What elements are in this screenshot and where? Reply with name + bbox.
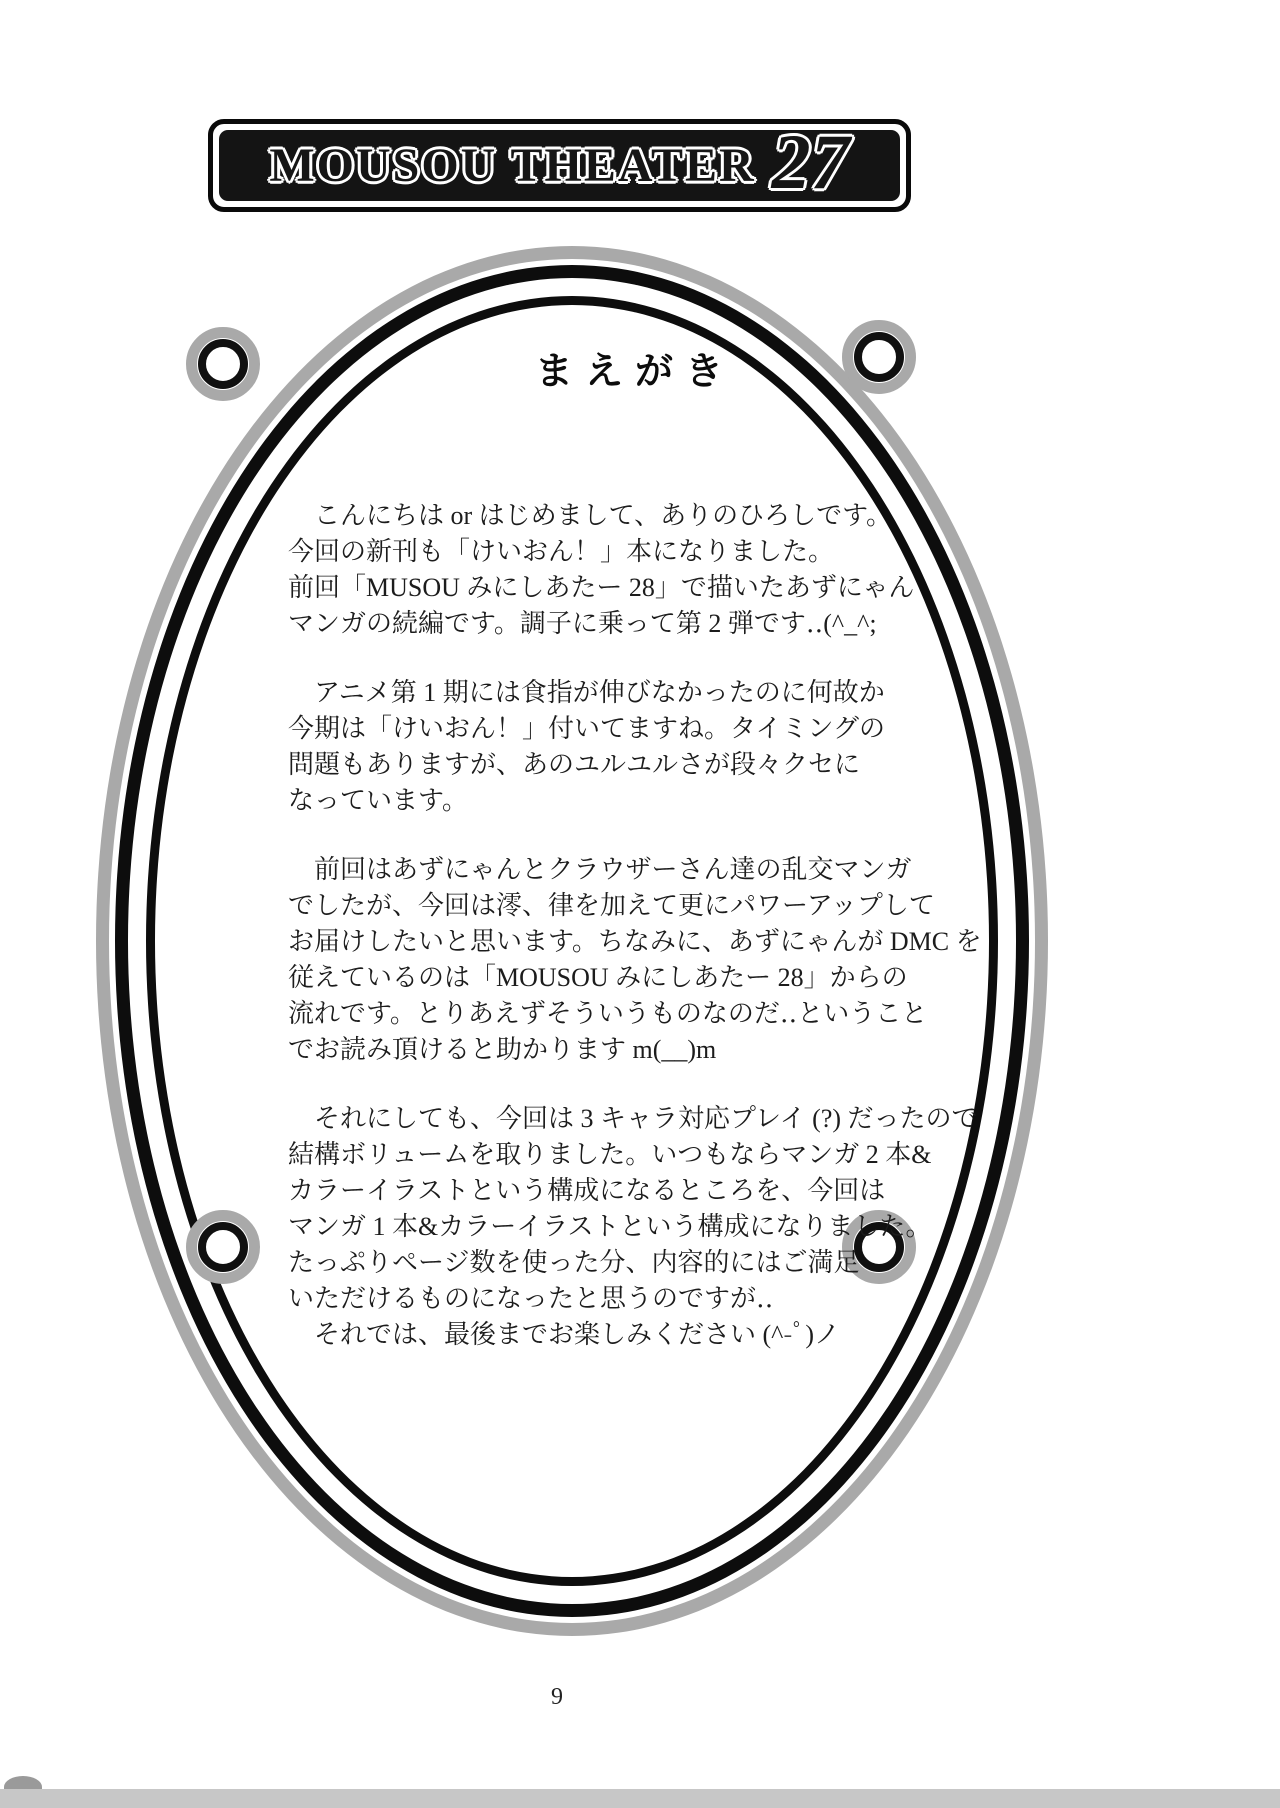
text-line: お届けしたいと思います。ちなみに、あずにゃんが DMC を (288, 927, 982, 956)
page-number: 9 (551, 1684, 563, 1710)
text-line: アニメ第 1 期には食指が伸びなかったのに何故か (288, 678, 885, 707)
text-line: 前回「MUSOU みにしあたー 28」で描いたあずにゃん (288, 573, 915, 602)
text-line: こんにちは or はじめまして、ありのひろしです。 (288, 501, 893, 530)
text-line: でお読み頂けると助かります m(__)m (288, 1035, 717, 1064)
text-line: 今期は「けいおん！」付いてますね。タイミングの (288, 714, 885, 743)
scan-edge-bottom (0, 1789, 1280, 1808)
paragraph (288, 498, 1000, 642)
banner-title-text: MOUSOU THEATER (269, 139, 756, 192)
title-banner (208, 119, 911, 212)
text-line: それにしても、今回は 3 キャラ対応プレイ (?) だったので (288, 1104, 978, 1133)
text-line: たっぷりページ数を使った分、内容的にはご満足 (288, 1248, 860, 1277)
text-line: 今回の新刊も「けいおん！」本になりました。 (288, 537, 835, 566)
grommet-inner-ring (198, 339, 248, 389)
banner-issue-number: 27 (771, 117, 850, 205)
text-line: 結構ボリュームを取りました。いつもならマンガ 2 本& (288, 1140, 932, 1169)
paragraph (288, 1101, 1000, 1353)
title-banner-plate (219, 117, 900, 205)
grommet-circle-bottom-left (186, 1210, 260, 1284)
text-line: マンガ 1 本&カラーイラストという構成になりました。 (288, 1212, 932, 1241)
text-line: でしたが、今回は澪、律を加えて更にパワーアップして (288, 891, 935, 920)
preface-paragraphs (288, 498, 1000, 1386)
text-line: 問題もありますが、あのユルユルさが段々クセに (288, 750, 861, 779)
paragraph (288, 675, 1000, 819)
text-line: 流れです。とりあえずそういうものなのだ‥ということ (288, 999, 928, 1028)
text-line: マンガの続編です。調子に乗って第 2 弾です‥(^_^; (288, 609, 877, 638)
text-line: なっています。 (288, 786, 468, 815)
paragraph (288, 852, 1000, 1068)
text-line: それでは、最後までお楽しみください (^-ﾟ)ノ (288, 1320, 841, 1349)
grommet-inner-ring (198, 1222, 248, 1272)
text-line: 従えているのは「MOUSOU みにしあたー 28」からの (288, 963, 908, 992)
text-line: いただけるものになったと思うのですが‥ (288, 1284, 774, 1313)
text-line: カラーイラストという構成になるところを、今回は (288, 1176, 886, 1205)
grommet-circle-top-left (186, 327, 260, 401)
preface-heading: まえがき (534, 349, 735, 393)
text-line: 前回はあずにゃんとクラウザーさん達の乱交マンガ (288, 855, 912, 884)
